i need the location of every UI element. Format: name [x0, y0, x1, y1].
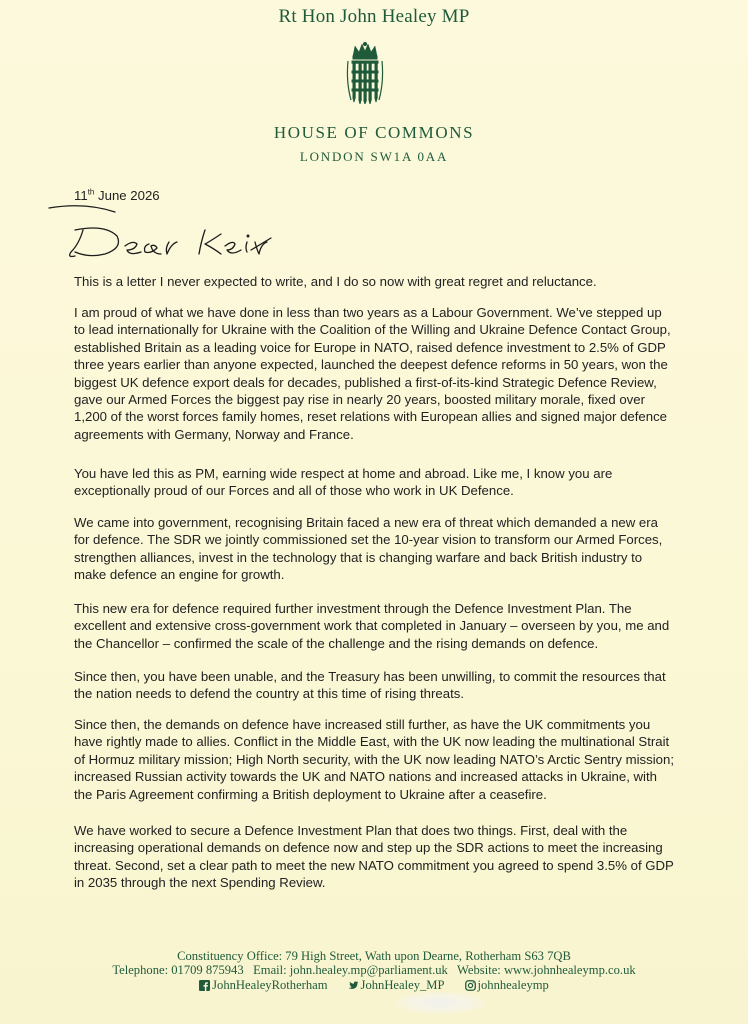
paragraph: We came into government, recognising Britain faced a new era of threat which demanded a new era for defence. The SDR we jointly commissioned set the 10-year vision to transform our Armed Forces, strengthen alliances, invest in the technology that is changing warfare and back British industry to make defence an engine for growth. — [74, 515, 663, 583]
social-links — [0, 978, 748, 993]
paragraph: You have led this as PM, earning wide respect at home and abroad. Like me, I know you are exceptionally proud of our Forces and all of those who work in UK Defence. — [74, 466, 613, 499]
mp-name: Rt Hon John Healey MP — [278, 6, 470, 27]
paragraph: Since then, the demands on defence have increased still further, as have the UK commitments you have rightly made to allies. Conflict in the Middle East, with the UK now leading the multinational Strait of Hormuz military mission; High North security, with the UK now leading NATO’s Arctic Sentry mission; increased Russian activity towards the UK and NATO nations and increased attacks in Ukraine, with the Paris Agreement confirming a British deployment to Ukraine after a ceasefire. — [74, 717, 674, 802]
twitter-handle: JohnHealey_MP — [360, 978, 445, 992]
paragraph: This is a letter I never expected to write, and I do so now with great regret and reluctance. — [74, 274, 597, 289]
handwritten-salutation — [45, 200, 280, 268]
instagram-icon — [465, 980, 476, 991]
facebook-icon — [199, 980, 210, 991]
address-line: LONDON SW1A 0AA — [299, 149, 449, 164]
paragraph: I am proud of what we have done in less than two years as a Labour Government. We’ve stepped up to lead internationally for Ukraine with the Coalition of the Willing and Ukraine Defence Contact Group, established Britain as a leading voice for Europe in NATO, raised defence investment to 2.5% of GDP three years earlier than anyone expected, launched the deepest defence reforms in 50 years, won the biggest UK defence export deals for decades, published a first-of-its-kind Strategic Defence Review, gave our Armed Forces the biggest pay rise in nearly 20 years, boosted military morale, fixed over 1,200 of the worst forces family homes, reset relations with European allies and signed major defence agreements with Germany, Norway and France. — [74, 305, 671, 442]
paragraph: We have worked to secure a Defence Investment Plan that does two things. First, deal with the increasing operational demands on defence now and step up the SDR actions to meet the increasing threat. Second, set a clear path to meet the new NATO commitment you agreed to spend 3.5% of GDP in 2035 through the next Spending Review. — [74, 823, 674, 891]
portcullis-icon — [345, 42, 385, 104]
constituency-office: Constituency Office: 79 High Street, Wath upon Dearne, Rotherham S63 7QB — [177, 949, 571, 963]
paragraph: Since then, you have been unable, and the Treasury has been unwilling, to commit the resources that the nation needs to defend the country at this time of rising threats. — [74, 669, 666, 702]
contact-line: Telephone: 01709 875943 Email: john.healey.mp@parliament.uk Website: www.johnhealeymp.co.uk — [112, 963, 636, 977]
letter-date: 11th June 2026 — [74, 187, 160, 203]
facebook-handle: JohnHealeyRotherham — [212, 978, 328, 992]
twitter-icon — [348, 980, 359, 991]
instagram-handle: johnhealeymp — [477, 978, 549, 992]
house-of-commons: HOUSE OF COMMONS — [273, 123, 475, 142]
instagram-link[interactable] — [465, 978, 549, 993]
paragraph: This new era for defence required further investment through the Defence Investment Plan. The excellent and extensive cross-government work that completed in January – overseen by you, me and the Chancellor – confirmed the scale of the challenge and the rising demands on defence. — [74, 601, 670, 651]
facebook-link[interactable] — [199, 978, 327, 993]
redaction-smudge — [395, 992, 485, 1014]
twitter-link[interactable] — [348, 978, 445, 993]
